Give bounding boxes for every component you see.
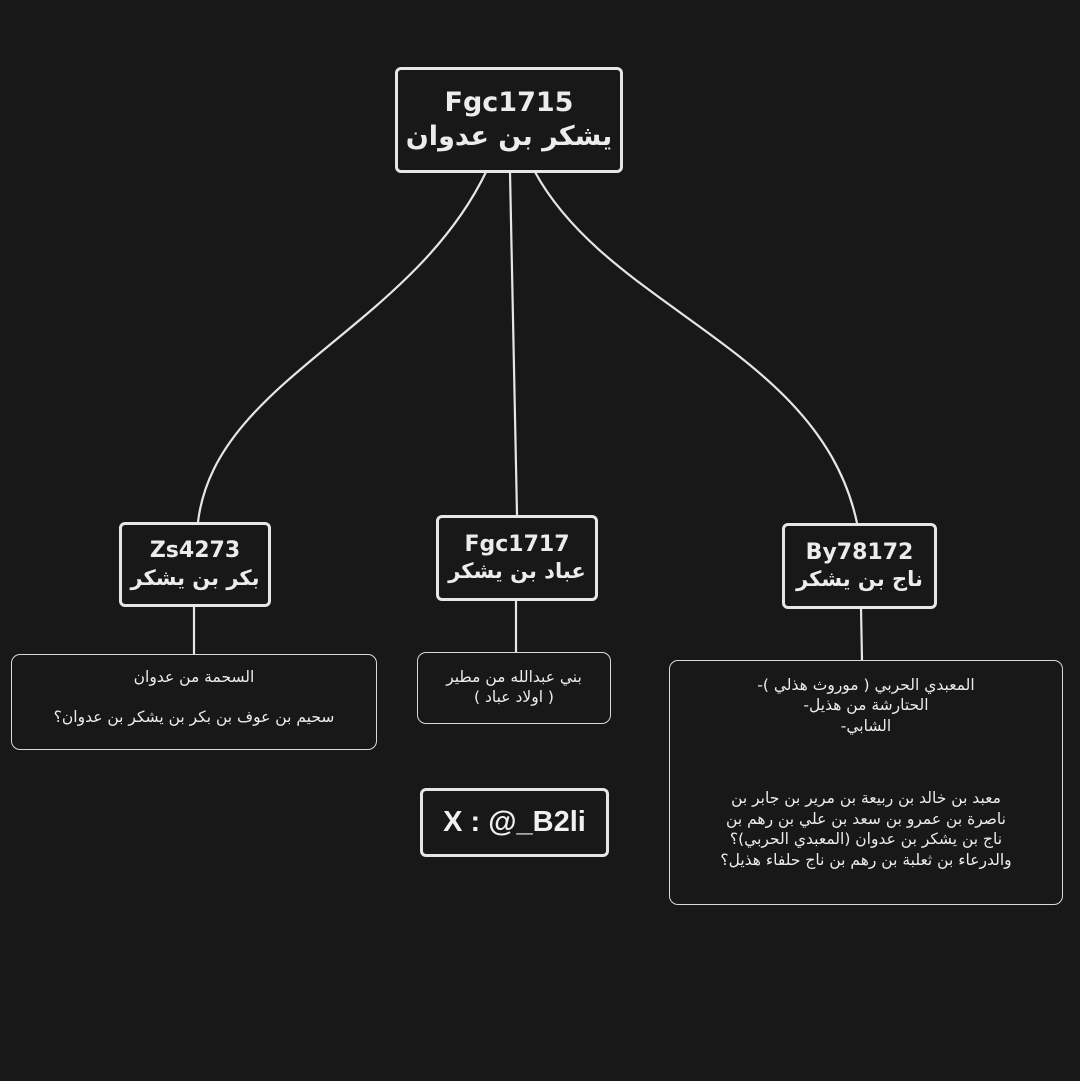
child-left-code: Zs4273 [149,538,241,564]
note-right-lineage: والدرعاء بن ثعلبة بن رهم بن ناج حلفاء هذيل؟ [720,850,1012,869]
note-right-tribe: الشابي- [840,716,892,735]
note-right-lineage: ناصرة بن عمرو بن سعد بن علي بن رهم بن [726,809,1006,828]
note-right-lineage: معبد بن خالد بن ربيعة بن مرير بن جابر بن [731,789,1001,808]
root-name: يشكر بن عدوان [405,121,613,153]
note-mid [417,652,611,724]
child-mid-name: عباد بن يشكر [448,559,586,584]
connector-root-to-right [535,172,857,523]
root-code: Fgc1715 [444,86,574,118]
connector-root-to-mid [510,172,517,515]
note-right [669,660,1063,905]
root-node [395,67,623,173]
child-left-name: بكر بن يشكر [130,565,260,590]
child-mid-code: Fgc1717 [464,531,570,557]
child-right-code: By78172 [805,539,914,565]
child-node-left [119,522,271,607]
note-right-lineage: ناج بن يشكر بن عدوان (المعبدي الحربي)؟ [729,830,1003,849]
child-right-name: ناج بن يشكر [796,567,923,592]
note-left-line: سحيم بن عوف بن بكر بن يشكر بن عدوان؟ [53,708,335,727]
note-left-line: السحمة من عدوان [133,668,255,686]
child-node-mid [436,515,598,601]
child-node-right [782,523,937,609]
note-right-tribe: المعبدي الحربي ( موروث هذلي )- [757,676,975,694]
note-mid-line: ( اولاد عباد ) [474,688,554,707]
note-left [11,654,377,750]
connector-root-to-left [198,172,486,522]
connector-right-to-note [861,608,862,660]
note-mid-line: بني عبدالله من مطير [446,668,582,686]
social-handle: X : @_B2li [420,788,609,857]
note-right-tribe: الحتارشة من هذيل- [803,696,929,715]
